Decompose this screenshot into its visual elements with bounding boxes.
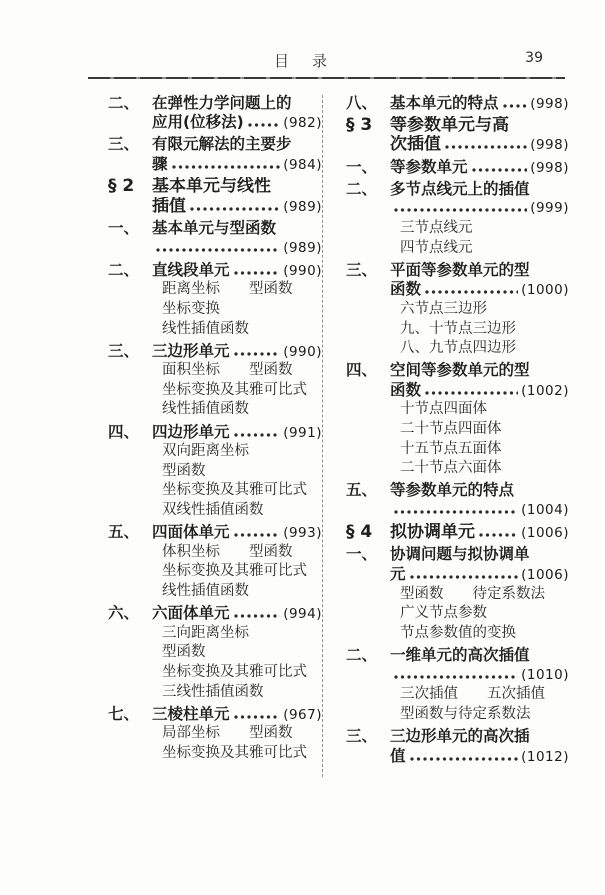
toc-entry	[98, 400, 322, 420]
toc-entry	[98, 683, 322, 703]
toc-entry	[336, 727, 569, 747]
entry-text: 三线性插值函数	[162, 683, 264, 700]
entry-text: 等参数单元与高	[390, 115, 509, 135]
entry-page: (1006)	[521, 525, 569, 542]
toc-entry	[336, 440, 569, 460]
toc-entry	[98, 582, 322, 602]
entry-text: 直线段单元	[152, 260, 230, 279]
toc-entry	[336, 300, 569, 320]
toc-entry	[336, 361, 569, 381]
entry-marker: 五、	[346, 481, 378, 500]
entry-text: 函数	[390, 280, 422, 299]
entry-page: (1004)	[521, 502, 569, 519]
entry-text: 六面体单元	[152, 604, 230, 623]
entry-text: 型函数	[162, 462, 206, 479]
column-divider	[322, 95, 323, 777]
entry-page: (993)	[283, 525, 322, 542]
toc-entry	[98, 643, 322, 663]
entry-text: 三节点线元	[400, 219, 473, 236]
entry-text: 坐标变换	[162, 300, 220, 317]
entry-text: 协调问题与拟协调单	[390, 545, 530, 564]
toc-entry	[98, 442, 322, 462]
entry-text: 双向距离坐标	[162, 443, 249, 460]
entry-text: 线性插值函数	[162, 320, 249, 337]
entry-marker: 四、	[108, 422, 140, 441]
entry-text: 坐标变换及其雅可比式	[162, 744, 307, 761]
entry-text: 六节点三边形	[400, 300, 487, 317]
entry-text: 线性插值函数	[162, 401, 249, 418]
dot-leader	[424, 390, 518, 396]
dot-leader	[502, 103, 528, 109]
toc-entry	[336, 501, 569, 521]
toc-entry	[98, 724, 322, 744]
entry-text: 九、十节点三边形	[400, 320, 516, 337]
entry-marker: § 2	[108, 177, 135, 197]
entry-text: 坐标变换及其雅可比式	[162, 563, 307, 580]
entry-text: 十五节点五面体	[400, 440, 502, 457]
toc-entry	[336, 219, 569, 239]
entry-marker: 三、	[346, 260, 378, 279]
entry-marker: 三、	[108, 341, 140, 360]
entry-text: 值	[390, 746, 406, 765]
toc-entry	[98, 744, 322, 764]
entry-page: (990)	[283, 343, 322, 360]
dot-leader	[393, 674, 518, 680]
toc-entry	[98, 523, 322, 543]
toc-entry	[98, 280, 322, 300]
dot-leader	[424, 289, 518, 295]
entry-text: 平面等参数单元的型	[390, 260, 530, 279]
entry-page: (998)	[530, 95, 569, 112]
toc-entry	[336, 420, 569, 440]
entry-text: 有限元解法的主要步	[152, 135, 292, 154]
entry-text: 局部坐标 型函数	[162, 725, 293, 742]
dot-leader	[393, 509, 518, 515]
toc-entry	[336, 565, 569, 585]
dot-leader	[247, 122, 281, 128]
toc-entry	[336, 604, 569, 624]
toc-entry	[98, 135, 322, 155]
entry-text: 二十节点四面体	[400, 421, 502, 438]
entry-text: 等参数单元	[390, 157, 468, 176]
entry-text: 四边形单元	[152, 422, 230, 441]
toc-entry	[336, 261, 569, 281]
entry-marker: 七、	[108, 704, 140, 723]
toc-entry	[336, 280, 569, 300]
dot-leader	[233, 432, 281, 438]
entry-page: (984)	[283, 156, 322, 173]
entry-page: (1006)	[521, 567, 569, 583]
toc-entry	[98, 543, 322, 563]
entry-marker: 一、	[108, 218, 140, 237]
dot-leader	[155, 247, 280, 253]
toc-entry	[336, 339, 569, 359]
dot-leader	[393, 207, 527, 213]
toc-entry	[98, 300, 322, 320]
entry-text: 型函数与待定系数法	[400, 705, 531, 722]
entry-marker: 二、	[108, 260, 140, 279]
entry-text: 体积坐标 型函数	[162, 543, 293, 560]
toc-entry	[336, 585, 569, 605]
entry-text: 线性插值函数	[162, 583, 249, 599]
entry-text: 基本单元与线性	[152, 177, 271, 197]
toc-entry	[336, 239, 569, 259]
entry-page: (982)	[283, 115, 322, 132]
entry-page: (998)	[530, 137, 569, 154]
toc-entry	[98, 94, 322, 114]
toc-entry	[98, 501, 322, 521]
folio-page-number: 39	[525, 50, 543, 66]
toc-entry	[336, 320, 569, 340]
entry-text: 骤	[152, 154, 168, 173]
entry-page: (990)	[283, 262, 322, 279]
entry-text: 三边形单元	[152, 341, 230, 360]
entry-marker: 四、	[346, 361, 378, 380]
entry-text: 广义节点参数	[400, 605, 487, 622]
dot-leader	[233, 714, 281, 720]
entry-marker: § 3	[346, 115, 373, 135]
entry-text: 型函数	[162, 644, 206, 661]
toc-entry	[98, 261, 322, 281]
entry-marker: § 4	[346, 523, 373, 543]
toc-entry	[98, 197, 322, 217]
dot-leader	[233, 270, 281, 276]
entry-text: 距离坐标 型函数	[162, 281, 293, 298]
toc-entry	[336, 705, 569, 725]
dot-leader	[189, 206, 280, 212]
entry-text: 节点参数值的变换	[400, 624, 516, 641]
page-title: 目 录	[273, 52, 331, 70]
entry-text: 二十节点六面体	[400, 460, 502, 477]
toc-entry	[336, 199, 569, 219]
toc-column-right	[336, 91, 569, 766]
toc-entry	[336, 116, 569, 136]
entry-text: 三向距离坐标	[162, 624, 249, 641]
dot-leader	[233, 613, 281, 619]
toc-column-left	[98, 91, 322, 764]
entry-text: 三边形单元的高次插	[390, 726, 530, 745]
toc-entry	[336, 180, 569, 200]
entry-marker: 二、	[108, 93, 140, 112]
entry-marker: 三、	[346, 726, 378, 745]
toc-entry	[336, 400, 569, 420]
entry-text: 多节点线元上的插值	[390, 179, 530, 198]
dot-leader	[233, 351, 281, 357]
entry-text: 拟协调单元	[390, 523, 475, 543]
entry-page: (991)	[283, 424, 322, 441]
toc-entry	[98, 361, 322, 381]
dot-leader	[409, 756, 519, 762]
dot-leader	[233, 532, 281, 538]
entry-page: (999)	[530, 200, 569, 217]
entry-text: 三次插值 五次插值	[400, 686, 545, 703]
entry-text: 双线性插值函数	[162, 502, 264, 519]
entry-page: (1000)	[521, 282, 569, 299]
entry-text: 次插值	[390, 135, 441, 155]
entry-text: 等参数单元的特点	[390, 481, 515, 500]
entry-text: 在弹性力学问题上的	[152, 93, 292, 112]
toc-entry	[336, 94, 569, 114]
toc-entry	[336, 459, 569, 479]
entry-page: (1012)	[521, 748, 569, 765]
toc-entry	[98, 113, 322, 133]
entry-text: 型函数 待定系数法	[400, 585, 545, 602]
toc-entry	[336, 481, 569, 501]
entry-text: 基本单元与型函数	[152, 218, 277, 237]
entry-text: 十节点四面体	[400, 401, 487, 418]
entry-text: 插值	[152, 196, 186, 216]
toc-entry	[98, 155, 322, 175]
toc-entry	[98, 604, 322, 624]
entry-text: 基本单元的特点	[390, 93, 499, 112]
toc-entry	[336, 523, 569, 543]
entry-marker: 三、	[108, 135, 140, 154]
entry-text: 四面体单元	[152, 523, 230, 542]
entry-marker: 六、	[108, 604, 140, 623]
toc-entry	[336, 624, 569, 644]
toc-entry	[98, 624, 322, 644]
toc-entry	[336, 747, 569, 767]
toc-entry	[98, 239, 322, 259]
dot-leader	[171, 164, 281, 170]
toc-entry	[336, 685, 569, 705]
toc-entry	[98, 663, 322, 683]
toc-entry	[98, 705, 322, 725]
toc-entry	[98, 423, 322, 443]
entry-text: 坐标变换及其雅可比式	[162, 381, 307, 398]
toc-entry	[336, 646, 569, 666]
toc-body	[98, 91, 569, 777]
dot-leader	[478, 532, 518, 538]
toc-entry	[98, 219, 322, 239]
dot-leader	[444, 144, 527, 150]
entry-text: 三棱柱单元	[152, 704, 230, 723]
toc-entry	[98, 462, 322, 482]
toc-entry	[336, 666, 569, 686]
entry-page: (994)	[283, 606, 322, 623]
entry-text: 应用(位移法)	[152, 113, 244, 132]
entry-page: (989)	[283, 198, 322, 215]
entry-marker: 八、	[346, 93, 378, 112]
toc-entry	[98, 481, 322, 501]
entry-text: 一维单元的高次插值	[390, 645, 530, 664]
entry-page: (967)	[283, 706, 322, 723]
entry-marker: 一、	[346, 157, 378, 176]
toc-entry	[336, 545, 569, 565]
toc-entry	[98, 381, 322, 401]
toc-entry	[98, 177, 322, 197]
dot-leader	[409, 574, 519, 580]
toc-entry	[336, 135, 569, 155]
entry-text: 八、九节点四边形	[400, 340, 516, 357]
header-rule	[88, 77, 565, 79]
entry-text: 空间等参数单元的型	[390, 361, 530, 380]
toc-entry	[98, 562, 322, 582]
entry-marker: 二、	[346, 179, 378, 198]
entry-marker: 一、	[346, 545, 378, 564]
entry-text: 坐标变换及其雅可比式	[162, 663, 307, 680]
entry-page: (998)	[530, 159, 569, 176]
entry-text: 元	[390, 565, 406, 583]
dot-leader	[471, 167, 528, 173]
toc-entry	[98, 342, 322, 362]
entry-text: 坐标变换及其雅可比式	[162, 482, 307, 499]
entry-text: 四节点线元	[400, 239, 473, 256]
toc-entry	[336, 381, 569, 401]
entry-page: (1002)	[521, 382, 569, 399]
toc-entry	[98, 320, 322, 340]
entry-marker: 二、	[346, 645, 378, 664]
entry-page: (1010)	[521, 666, 569, 683]
entry-text: 面积坐标 型函数	[162, 362, 293, 379]
toc-entry	[336, 158, 569, 178]
entry-page: (989)	[283, 239, 322, 256]
entry-text: 函数	[390, 380, 422, 399]
entry-marker: 五、	[108, 523, 140, 542]
